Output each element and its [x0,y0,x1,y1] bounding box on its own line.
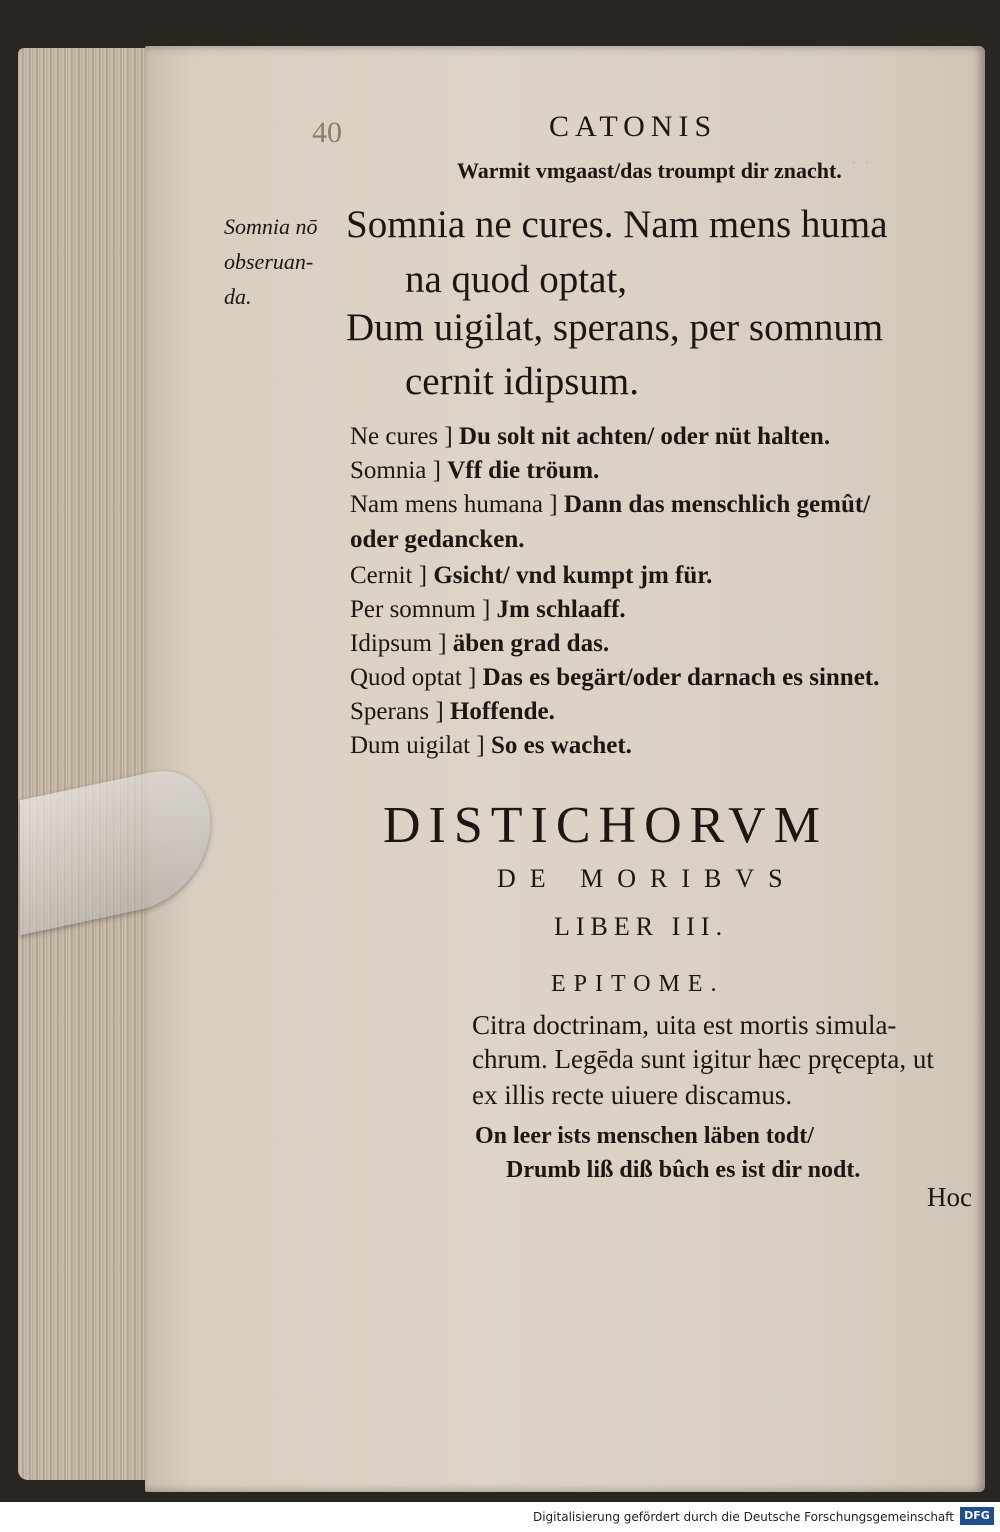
gloss-latin: Idipsum ] [350,630,447,657]
gloss-german: Dann das menschlich gemût/ [563,491,871,518]
epitome-heading: EPITOME. [551,971,725,997]
gloss-german: Vff die tröum. [447,457,600,484]
gloss-latin: Somnia ] [350,457,441,484]
verse-line: cernit idipsum. [405,360,639,403]
gloss-line [350,492,870,517]
gloss-latin: Cernit ] [350,562,428,589]
book-number: LIBER III. [554,912,729,941]
gloss-line [350,733,632,758]
verse-line: Somnia ne cures. Nam mens huma [346,203,888,246]
gloss-latin: Per somnum ] [350,596,491,623]
gloss-german: So es wachet. [490,732,632,759]
gloss-german: oder gedancken. [350,526,525,553]
epitome-line: Citra doctrinam, uita est mortis simula- [472,1010,897,1040]
margin-note-line: obseruan- [224,249,314,274]
section-title: DISTICHORVM [383,797,828,854]
gloss-german: Du solt nit achten/ oder nüt halten. [458,423,831,450]
gloss-line [350,631,609,656]
gloss-german: Hoffende. [449,698,555,725]
digitization-footer [0,1502,1000,1532]
gloss-line [350,665,879,690]
funding-credit: Digitalisierung gefördert durch die Deutsche Forschungsgemeinschaft [532,1510,954,1524]
section-subtitle: DE MORIBVS [497,864,797,893]
gloss-latin: Dum uigilat ] [350,732,485,759]
epitome-line: chrum. Legēda sunt igitur hæc pręcepta, ut [472,1044,934,1074]
epitome-line: ex illis recte uiuere discamus. [472,1080,793,1110]
gloss-line [350,563,712,588]
gloss-line [350,527,525,552]
gloss-line [350,597,626,622]
catchword: Hoc [927,1182,972,1212]
gloss-german: Jm schlaaff. [496,596,626,623]
gloss-line [350,699,555,724]
running-head: CATONIS [549,110,718,143]
motto-line: Warmit vmgaast/das troumpt dir znacht. [457,158,842,183]
gloss-latin: Ne cures ] [350,423,453,450]
margin-note-line: da. [224,284,252,309]
gloss-german: äben grad das. [452,630,610,657]
epitome-german-line: On leer ists menschen läben todt/ [475,1123,814,1149]
verse-line: Dum uigilat, sperans, per somnum [346,306,884,349]
epitome-german-line: Drumb liß diß bûch es ist dir nodt. [506,1157,861,1183]
gloss-latin: Quod optat ] [350,664,477,691]
gloss-line [350,424,830,449]
dfg-logo: DFG [960,1507,994,1525]
gloss-line [350,458,599,483]
folio-number: 40 [312,116,342,149]
margin-note-line: Somnia nō [224,214,318,239]
show-through-text: · · [850,150,871,175]
gloss-german: Gsicht/ vnd kumpt jm für. [433,562,713,589]
gloss-latin: Sperans ] [350,698,444,725]
verse-line: na quod optat, [405,258,628,301]
gloss-latin: Nam mens humana ] [350,491,558,518]
gloss-german: Das es begärt/oder darnach es sinnet. [482,664,880,691]
